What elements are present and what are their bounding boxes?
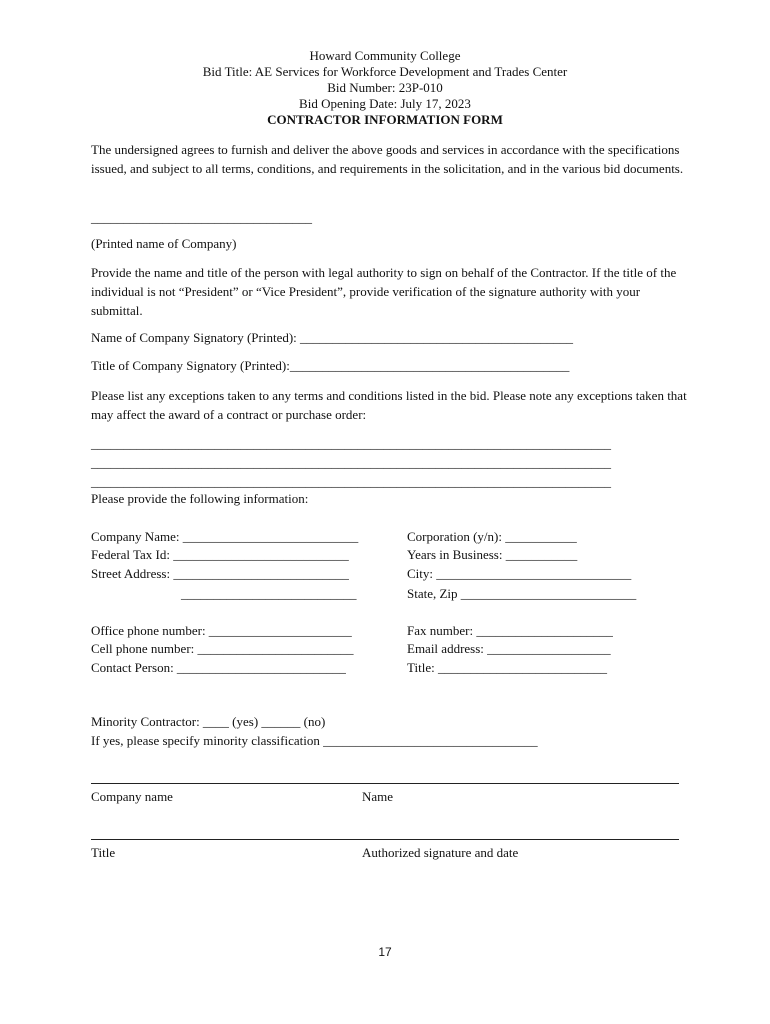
- bid-opening-date: Bid Opening Date: July 17, 2023: [299, 96, 471, 111]
- name-sig-label: Name: [362, 789, 394, 804]
- bid-number: Bid Number: 23P-010: [327, 80, 443, 95]
- fax-number-field[interactable]: Fax number: _____________________: [407, 623, 613, 638]
- corporation-field[interactable]: Corporation (y/n): ___________: [407, 529, 577, 544]
- college-name: Howard Community College: [309, 48, 461, 63]
- title-field[interactable]: Title: __________________________: [407, 660, 607, 675]
- form-title: CONTRACTOR INFORMATION FORM: [267, 112, 503, 127]
- minority-classification-field[interactable]: If yes, please specify minority classification _________________________________: [91, 733, 538, 748]
- authorized-signature-label: Authorized signature and date: [362, 845, 519, 860]
- company-printed-blank[interactable]: __________________________________: [91, 210, 312, 225]
- provide-info-label: Please provide the following information:: [91, 491, 309, 506]
- years-in-business-field[interactable]: Years in Business: ___________: [407, 547, 578, 562]
- company-name-field[interactable]: Company Name: ___________________________: [91, 529, 359, 544]
- office-phone-field[interactable]: Office phone number: ______________________: [91, 623, 352, 638]
- email-address-field[interactable]: Email address: ___________________: [407, 641, 611, 656]
- signatory-title-field[interactable]: Title of Company Signatory (Printed):___________________________________________: [91, 358, 570, 373]
- bid-title: Bid Title: AE Services for Workforce Development and Trades Center: [202, 64, 568, 79]
- street-address-field[interactable]: Street Address: ___________________________: [91, 566, 349, 581]
- title-sig-label: Title: [91, 845, 116, 860]
- company-name-sig-label: Company name: [91, 789, 173, 804]
- minority-contractor-field[interactable]: Minority Contractor: ____ (yes) ______ (no): [91, 714, 326, 729]
- street-address-line2[interactable]: ___________________________: [181, 586, 357, 601]
- exceptions-paragraph: Please list any exceptions taken to any terms and conditions listed in the bid. Please note any exceptions taken that may affect the award of a contract or purchase order:: [91, 388, 687, 422]
- signatory-name-field[interactable]: Name of Company Signatory (Printed): __________________________________________: [91, 330, 574, 345]
- authority-paragraph: Provide the name and title of the person with legal authority to sign on behalf of the Contractor. If the title of the individual is not “President” or “Vice President”, provide verification of the signature authority with your submittal.: [91, 265, 677, 318]
- signature-rule-2[interactable]: [91, 839, 679, 840]
- exceptions-line[interactable]: ________________________________________________________________________________: [91, 474, 611, 489]
- exceptions-line[interactable]: ________________________________________________________________________________: [91, 436, 611, 451]
- cell-phone-field[interactable]: Cell phone number: ________________________: [91, 641, 354, 656]
- signature-rule-1[interactable]: [91, 783, 679, 784]
- federal-tax-id-field[interactable]: Federal Tax Id: ___________________________: [91, 547, 349, 562]
- state-zip-field[interactable]: State, Zip ___________________________: [407, 586, 637, 601]
- page-number: 17: [378, 945, 392, 959]
- city-field[interactable]: City: ______________________________: [407, 566, 632, 581]
- contact-person-field[interactable]: Contact Person: __________________________: [91, 660, 346, 675]
- exceptions-line[interactable]: ________________________________________________________________________________: [91, 455, 611, 470]
- intro-paragraph: The undersigned agrees to furnish and deliver the above goods and services in accordance with the specifications issued, and subject to all terms, conditions, and requirements in the solicitation, and in the various bid documents.: [91, 142, 684, 176]
- company-printed-label: (Printed name of Company): [91, 236, 237, 251]
